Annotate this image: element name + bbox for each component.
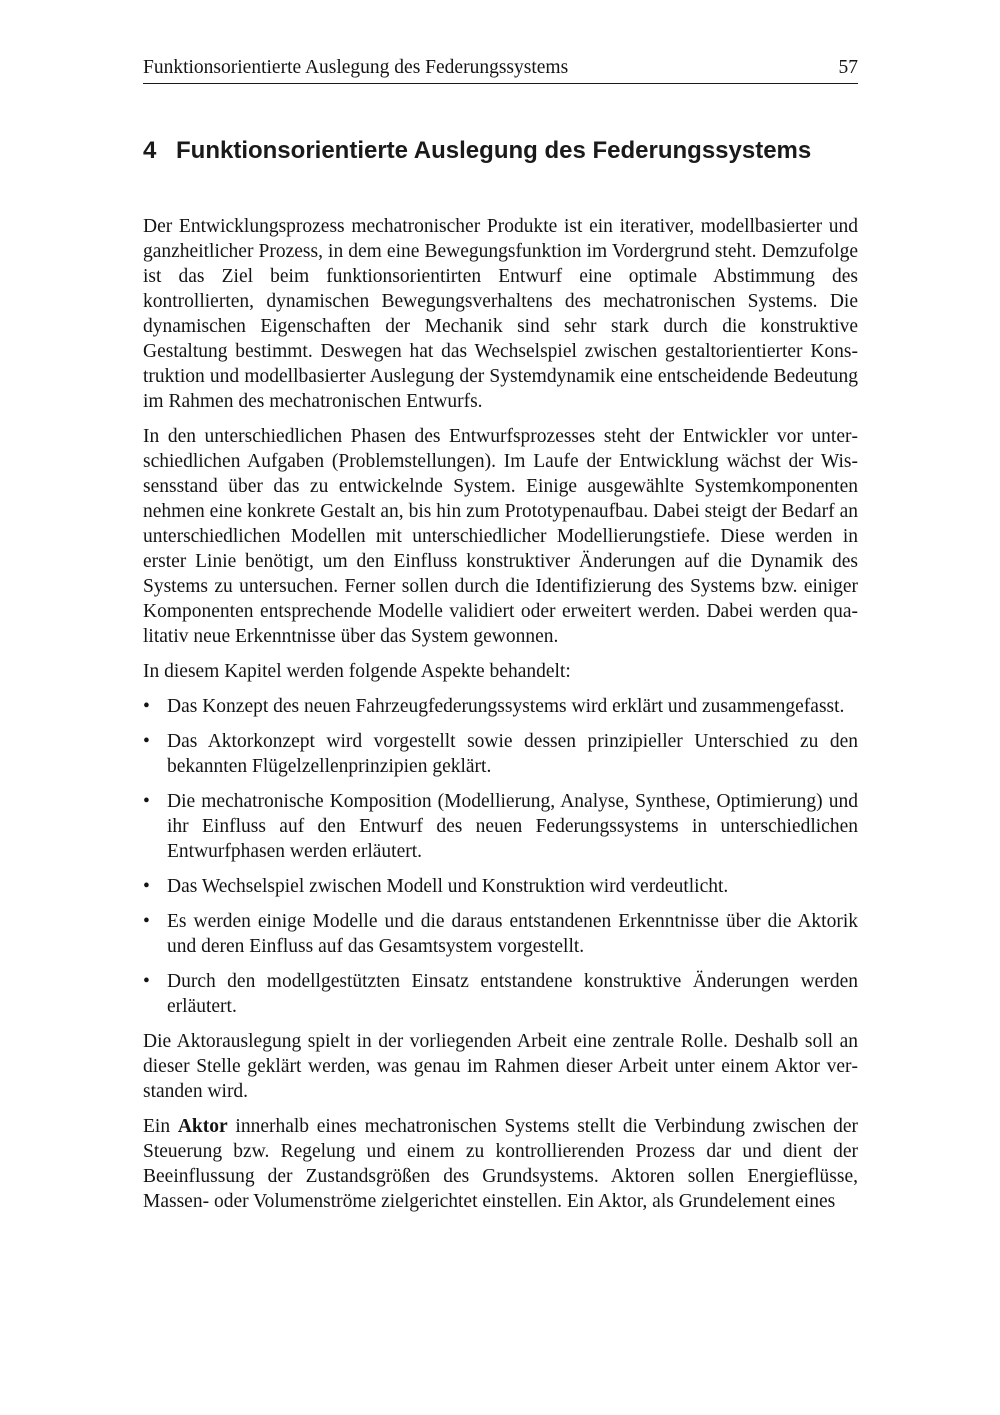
bullet-icon: • (143, 696, 150, 717)
list-item-text: Es werden einige Modelle und die daraus entstandenen Erkenntnisse über die Aktorik und deren Einfluss auf das Gesamtsystem vorgestellt. (167, 911, 858, 957)
list-item (143, 789, 858, 864)
body-text (143, 214, 858, 1224)
list-item-text: Das Wechselspiel zwischen Modell und Konstruktion wird verdeutlicht. (167, 876, 729, 897)
aktor-lead: Ein (143, 1116, 178, 1137)
list-item (143, 729, 858, 779)
list-item (143, 874, 858, 899)
aspect-list (143, 694, 858, 1019)
chapter-number: 4 (143, 137, 157, 164)
list-item-text: Das Konzept des neuen Fahrzeugfederungssystems wird erklärt und zusammengefasst. (167, 696, 845, 717)
list-intro-paragraph: In diesem Kapitel werden folgende Aspekte behandelt: (143, 661, 571, 682)
bullet-icon: • (143, 876, 150, 897)
list-item-text: Das Aktorkonzept wird vorgestellt sowie dessen prinzipieller Unterschied zu den bekannten Flügelzellenprinzipien geklärt. (167, 731, 858, 777)
chapter-title: Funktionsorientierte Auslegung des Federungssystems (176, 137, 812, 164)
bullet-icon: • (143, 791, 150, 812)
running-title: Funktionsorientierte Auslegung des Federungssystems (143, 57, 569, 78)
list-item (143, 969, 858, 1019)
list-item-text: Durch den modellgestützten Einsatz entstandene konstruktive Änderungen werden erläutert. (167, 971, 858, 1017)
paragraph: Der Entwicklungsprozess mechatronischer Produkte ist ein iterativer, modellbasierter und ganzheitlicher Prozess, in dem eine Bewegungsfunktion im Vordergrund steht. Demzufolge ist das Ziel beim funktionsorientirten Entwurf eine optimale Abstimmung des kontrollierten, dynamischen Bewegungsverhaltens des mechatronischen Systems. Die dynamischen Eigenschaften der Mechanik sind sehr stark durch die konstruktive Gestaltung bestimmt. Deswegen hat das Wechselspiel zwischen gestaltorientierter Konstruktion und modellbasierter Auslegung der Systemdynamik eine entscheidende Bedeutung im Rahmen des mechatronischen Entwurfs. (143, 216, 858, 412)
chapter-heading (143, 135, 858, 167)
paragraph: In den unterschiedlichen Phasen des Entwurfsprozesses steht der Entwickler vor unterschiedlichen Aufgaben (Problemstellungen). Im Laufe der Entwicklung wächst der Wissensstand über das zu entwickelnde System. Einige ausgewählte Systemkomponenten nehmen eine konkrete Gestalt an, bis hin zum Prototypenaufbau. Dabei steigt der Bedarf an unterschiedlichen Modellen mit unterschiedlicher Modellierungstiefe. Diese werden in erster Linie benötigt, um den Einfluss konstruktiver Änderungen auf die Dynamik des Systems zu untersuchen. Ferner sollen durch die Identifizierung des Systems bzw. einiger Komponenten entsprechende Modelle validiert oder erweitert werden. Dabei werden qualitativ neue Erkenntnisse über das System gewonnen. (143, 426, 858, 647)
paragraph: Die Aktorauslegung spielt in der vorliegenden Arbeit eine zentrale Rolle. Deshalb soll an dieser Stelle geklärt werden, was genau im Rahmen dieser Arbeit unter einem Aktor verstanden wird. (143, 1031, 858, 1102)
page-number: 57 (838, 57, 858, 78)
list-item-text: Die mechatronische Komposition (Modellierung, Analyse, Synthese, Optimierung) und ihr Einfluss auf den Entwurf des neuen Federungssystems in unterschiedlichen Entwurfphasen werden erläutert. (167, 791, 858, 862)
list-item (143, 694, 858, 719)
bullet-icon: • (143, 971, 150, 992)
aktor-definition-paragraph (143, 1114, 858, 1214)
bullet-icon: • (143, 731, 150, 752)
aktor-term: Aktor (177, 1116, 228, 1137)
running-header (143, 55, 858, 84)
aktor-rest: innerhalb eines mechatronischen Systems stellt die Verbindung zwischen der Steuerung bzw. Regelung und einem zu kontrollierenden Prozess dar und dient der Beeinflussung der Zustandsgrößen des Grundsystems. Aktoren sollen Energieflüsse, Massen- oder Volumenströme zielgerichtet einstellen. Ein Aktor, als Grundelement eines (143, 1116, 858, 1212)
list-item (143, 909, 858, 959)
bullet-icon: • (143, 911, 150, 932)
